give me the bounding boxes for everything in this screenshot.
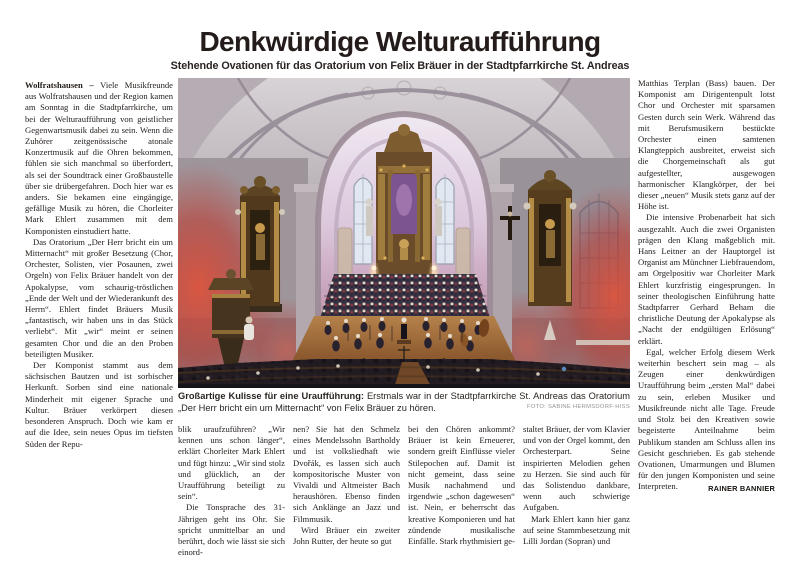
page-title: Denkwürdige Welturaufführung — [199, 26, 601, 57]
side-altar-left — [235, 176, 285, 312]
church-photo-illustration — [178, 78, 630, 388]
paragraph: blik uraufzuführen? „Wir kennen uns schon länger“, erklärt Chorleiter Mark Ehlert und fügt hinzu: „Wir sind stolz und glücklich, an der Uraufführung beteiligt zu sein“. — [178, 424, 285, 502]
dateline: Wolfratshausen – — [25, 80, 101, 90]
author-byline: RAINER BANNIER — [708, 483, 775, 493]
photo-caption — [178, 391, 630, 414]
paragraph: staltet Bräuer, der vom Klavier und von der Orgel kommt, den Orchesterpart. Seine inspirierten Melodien gehen zu Herzen. Sie sind auch für das Solistenduo dankbare, wenn auch schwierige Aufgaben. — [523, 424, 630, 513]
paragraph: Wird Bräuer ein zweiter John Rutter, der heute so gut — [293, 524, 400, 547]
article-column-5 — [523, 424, 630, 565]
caption-text: Erstmals war in der Stadtpfarrkirche St. Andreas das Oratorium „Der Herr bricht ein um Mitternacht“ von Felix Bräuer zu hören. — [178, 391, 630, 413]
paragraph: Mark Ehlert kann hier ganz auf seine Stammbesetzung mit Lilli Jordan (Sopran) und — [523, 513, 630, 547]
article-column-4 — [408, 424, 515, 565]
paragraph-text: Viele Musikfreunde aus Wolfratshausen und der Region kamen am Sonntag in die Stadtpfarrkirche, um bei der Welturaufführung von geistlicher Gegenwartsmusik dabei zu sein. Wenn die Zuhörer zeitgenössische atonale Konzertmusik auf die Ohren bekommen, fühlen sie sich manchmal so überfordert, als sei der Soundtrack einer Großbaustelle über sie drübergefahren. Doch hier war es anders. Sie bekamen eine eingängige, gefällige Musik zu hören, die Chorleiter Mark Ehlert zusammen mit dem Komponisten einstudiert hatte. — [25, 80, 173, 236]
caption-lead: Großartige Kulisse für eine Uraufführung: — [178, 391, 364, 401]
paragraph: nen? Sie hat den Schmelz eines Mendelssohn Bartholdy und ist volksliedhaft wie Dvořák, es lassen sich auch kompositorische Muster von Vivaldi und Altmeister Bach heraushören. Ebenso finden sich Anklänge an Jazz und Filmmusik. — [293, 424, 400, 524]
choir — [320, 274, 490, 318]
page-subtitle: Stehende Ovationen für das Oratorium von Felix Bräuer in der Stadtpfarrkirche St. Andreas — [170, 60, 630, 72]
paragraph: Der Komponist stammt aus dem sächsischen Bautzen und ist sorbischer Herkunft. Sorben sind eine nationale Minderheit mit eigener Sprache und Kultur. Bräuer verkörpert diesen besonderen Anspruch. Doch wie kam er auf die Idee, sein neues Opus im tiefsten Süden der Repu- — [25, 360, 173, 449]
paragraph: Die Tonsprache des 31-Jährigen geht ins Ohr. Sie spricht unmittelbar an und berührt, doch wie lässt sie sich einord- — [178, 502, 285, 558]
article-column-1 — [25, 80, 173, 556]
photo-credit: FOTO: SABINE HERMSDORF-HISS — [526, 403, 630, 410]
article-column-2 — [178, 424, 285, 565]
article-column-6 — [638, 78, 775, 548]
paragraph: Das Oratorium „Der Herr bricht ein um Mitternacht“ mit großer Besetzung (Chor, Orchester, Solisten, vier Posaunen, zwei Orgeln) von Felix Bräuer handelt von der Apokalypse, vom schaurig-tröstlichen „Ende der Welt und der Wiederankunft des Herrn“. Ehlert findet Bräuers Musik „fantastisch, wir haben uns in das Stück verliebt“. Mit „wir“ meint er seinen gesamten Chor und die an den Proben beteiligten Musiker. — [25, 236, 173, 359]
paragraph — [25, 80, 173, 237]
church-concert-photo — [178, 78, 630, 388]
paragraph: bei den Chören ankommt? Bräuer ist kein Erneuerer, sondern greift Einflüsse vieler Stilepochen auf. Damit ist nicht gemeint, dass seine Musik nachahmend und irgendwie „schon dagewesen“ ist. Nein, er beherrscht das kreative Komponieren und hat zündende musikalische Einfälle. Stark rhythmisiert ge- — [408, 424, 515, 547]
paragraph-text: Egal, welcher Erfolg diesem Werk weiterhin beschert sein mag – als Zeugen einer denkwürdigen Uraufführung beim „ersten Mal“ dabei zu sein, erleben Musiker und Musikfreunde nicht alle Tage. Freude und Stolz bei den Kreativen sowie begeisterte Anteilnahme beim Publikum standen am Schluss allen ins Gesicht geschrieben. Es gab stehende Ovationen, Umarmungen und Blumen für den jungen Komponisten und seine Interpreten. — [638, 346, 775, 492]
paragraph — [638, 347, 775, 493]
paragraph: Matthias Terplan (Bass) bauen. Der Komponist am Dirigentenpult lotst Chor und Orchester mit sparsamen Gesten durch sein Werk. Während das mit Berufsmusikern bestückte Orchester einen samtenen Klangteppich ausbreitet, erweist sich die Chorgemeinschaft als gut aufgestellter, ausgewogen harmonischer Klangkörper, der bei dieser „neuen“ Musik stets ganz auf der Höhe ist. — [638, 78, 775, 212]
article-column-3 — [293, 424, 400, 565]
paragraph: Die intensive Probenarbeit hat sich ausgezahlt. Auch die zwei Organisten prägen den Klang maßgeblich mit. Hans Leitner an der Hauptorgel ist Organist am Münchner Liebfrauendom, am Orgelpositiv war Chorleiter Mark Ehlert kurzfristig eingesprungen. In seiner theologischen Einführung hatte Stadtpfarrer Gerhard Beham die christliche Deutung der Apokalypse als „Nacht der endgültigen Erlösung“ erklärt. — [638, 212, 775, 346]
